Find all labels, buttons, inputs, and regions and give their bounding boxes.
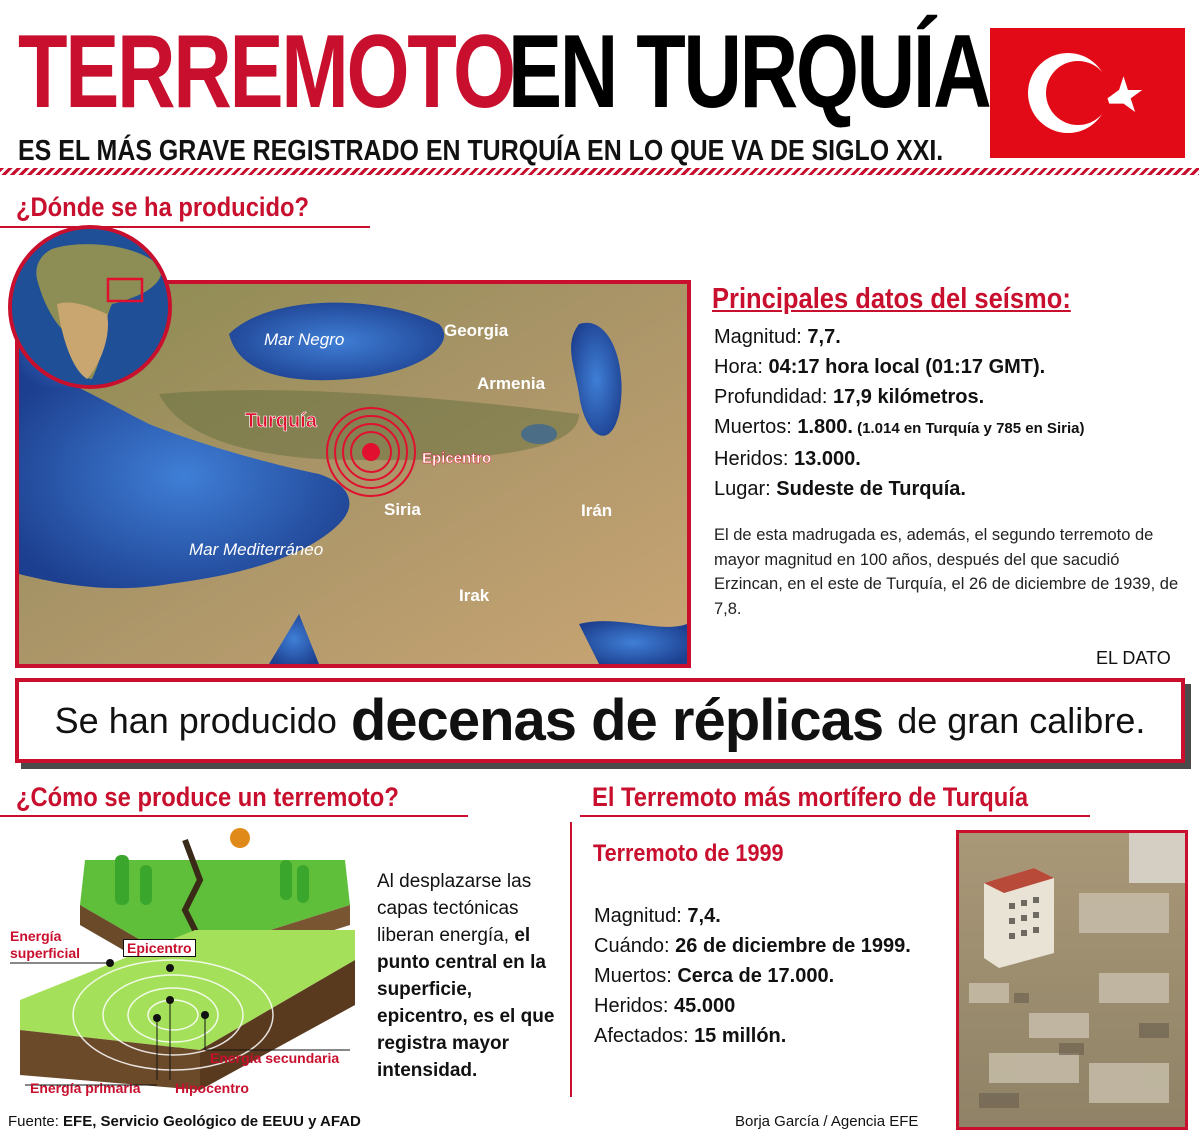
row-value: 17,9 kilómetros.	[832, 386, 985, 408]
row-label: Lugar:	[714, 478, 777, 500]
headline-en-turquia: EN TURQUÍA	[508, 14, 990, 130]
row-value: 15 millón.	[694, 1025, 787, 1047]
label-georgia: Georgia	[444, 321, 509, 340]
row-label: Profundidad:	[714, 386, 833, 408]
row-extra: (1.014 en Turquía y 785 en Siria)	[852, 420, 1085, 437]
label-energia-primaria: Energía primaria	[30, 1080, 141, 1096]
row-value: 26 de diciembre de 1999.	[675, 935, 911, 957]
main-data-heading: Principales datos del seísmo:	[712, 283, 1071, 315]
row-value: Cerca de 17.000.	[677, 965, 835, 987]
row-label: Cuándo:	[594, 935, 676, 957]
replicas-banner	[15, 678, 1185, 763]
headline-terremoto: TERREMOTO	[18, 14, 514, 130]
banner-pre: Se han producido	[54, 699, 337, 741]
credit-line: Borja García / Agencia EFE	[735, 1113, 919, 1130]
row-1999-magnitud	[594, 901, 954, 931]
how-heading-underline	[0, 815, 468, 817]
label-siria: Siria	[384, 500, 421, 519]
row-label: Magnitud:	[594, 905, 682, 927]
source-value: EFE, Servicio Geológico de EEUU y AFAD	[63, 1113, 361, 1130]
data-note: El de esta madrugada es, además, el segundo terremoto de mayor magnitud en 100 años, después del que sacudió Erzincan, en el este de Turquía, el 26 de diciembre de 1939, de 7,8.	[714, 526, 1179, 618]
source-line	[8, 1113, 361, 1130]
label-diagram-epicentro: Epicentro	[123, 939, 196, 957]
el-dato-label: EL DATO	[1096, 648, 1171, 668]
data-row-magnitud	[714, 322, 1184, 352]
label-energia-secundaria: Energía secundaria	[210, 1050, 340, 1066]
subtitle: ES EL MÁS GRAVE REGISTRADO EN TURQUÍA EN LO QUE VA DE SIGLO XXI.	[18, 135, 944, 167]
row-value: 1.800.	[797, 416, 853, 438]
main-data-list	[714, 322, 1184, 504]
row-value: 45.000	[674, 995, 736, 1017]
earthquake-diagram	[5, 820, 370, 1105]
banner-bold: decenas de réplicas	[350, 688, 884, 753]
row-label: Hora:	[714, 356, 769, 378]
world-globe	[8, 225, 172, 389]
earthquake-1999-title: Terremoto de 1999	[593, 840, 784, 867]
how-text-plain: Al desplazarse las capas tectónicas liberan energía,	[377, 871, 532, 946]
row-label: Afectados:	[594, 1025, 695, 1047]
label-armenia: Armenia	[477, 374, 546, 393]
row-label: Heridos:	[714, 448, 795, 470]
data-row-hora	[714, 352, 1184, 382]
crescent-star-icon	[990, 28, 1185, 158]
row-value: 04:17 hora local (01:17 GMT).	[768, 356, 1046, 378]
where-heading: ¿Dónde se ha producido?	[16, 192, 310, 222]
data-row-heridos	[714, 444, 1184, 474]
row-1999-heridos	[594, 991, 954, 1021]
vertical-divider	[570, 822, 572, 1097]
row-label: Magnitud:	[714, 326, 808, 348]
earthquake-1999-list	[594, 901, 954, 1051]
earthquake-1999-photo	[956, 830, 1188, 1130]
data-row-lugar	[714, 474, 1184, 504]
how-explanation	[377, 868, 567, 1084]
row-value: 13.000.	[794, 448, 861, 470]
row-1999-afectados	[594, 1021, 954, 1051]
label-epicentro: Epicentro	[422, 450, 492, 467]
row-1999-muertos	[594, 961, 954, 991]
data-row-profundidad	[714, 382, 1184, 412]
row-label: Heridos:	[594, 995, 675, 1017]
label-irak: Irak	[459, 586, 490, 605]
row-value: 7,7.	[807, 326, 841, 348]
row-label: Muertos:	[714, 416, 798, 438]
label-hipocentro: Hipocentro	[175, 1080, 249, 1096]
data-row-muertos	[714, 412, 1184, 444]
label-mar-negro: Mar Negro	[264, 330, 345, 349]
label-energia-superficial: Energía superficial	[10, 928, 81, 961]
row-value: Sudeste de Turquía.	[776, 478, 966, 500]
how-heading: ¿Cómo se produce un terremoto?	[16, 782, 399, 812]
banner-post: de gran calibre.	[897, 699, 1146, 741]
where-heading-underline	[0, 226, 370, 228]
label-mar-mediterraneo: Mar Mediterráneo	[189, 540, 324, 559]
source-label: Fuente:	[8, 1113, 64, 1130]
deadliest-heading-underline	[580, 815, 1090, 817]
hatched-divider	[0, 168, 1199, 175]
label-turquia: Turquía	[245, 410, 317, 432]
deadliest-heading: El Terremoto más mortífero de Turquía	[592, 782, 1029, 812]
row-1999-cuando	[594, 931, 954, 961]
how-text-bold: el punto central en la superficie, epicentro, es el que registra mayor intensidad.	[377, 925, 555, 1081]
label-iran: Irán	[581, 501, 613, 520]
row-label: Muertos:	[594, 965, 678, 987]
row-value: 7,4.	[681, 905, 721, 927]
turkey-flag	[990, 28, 1185, 158]
